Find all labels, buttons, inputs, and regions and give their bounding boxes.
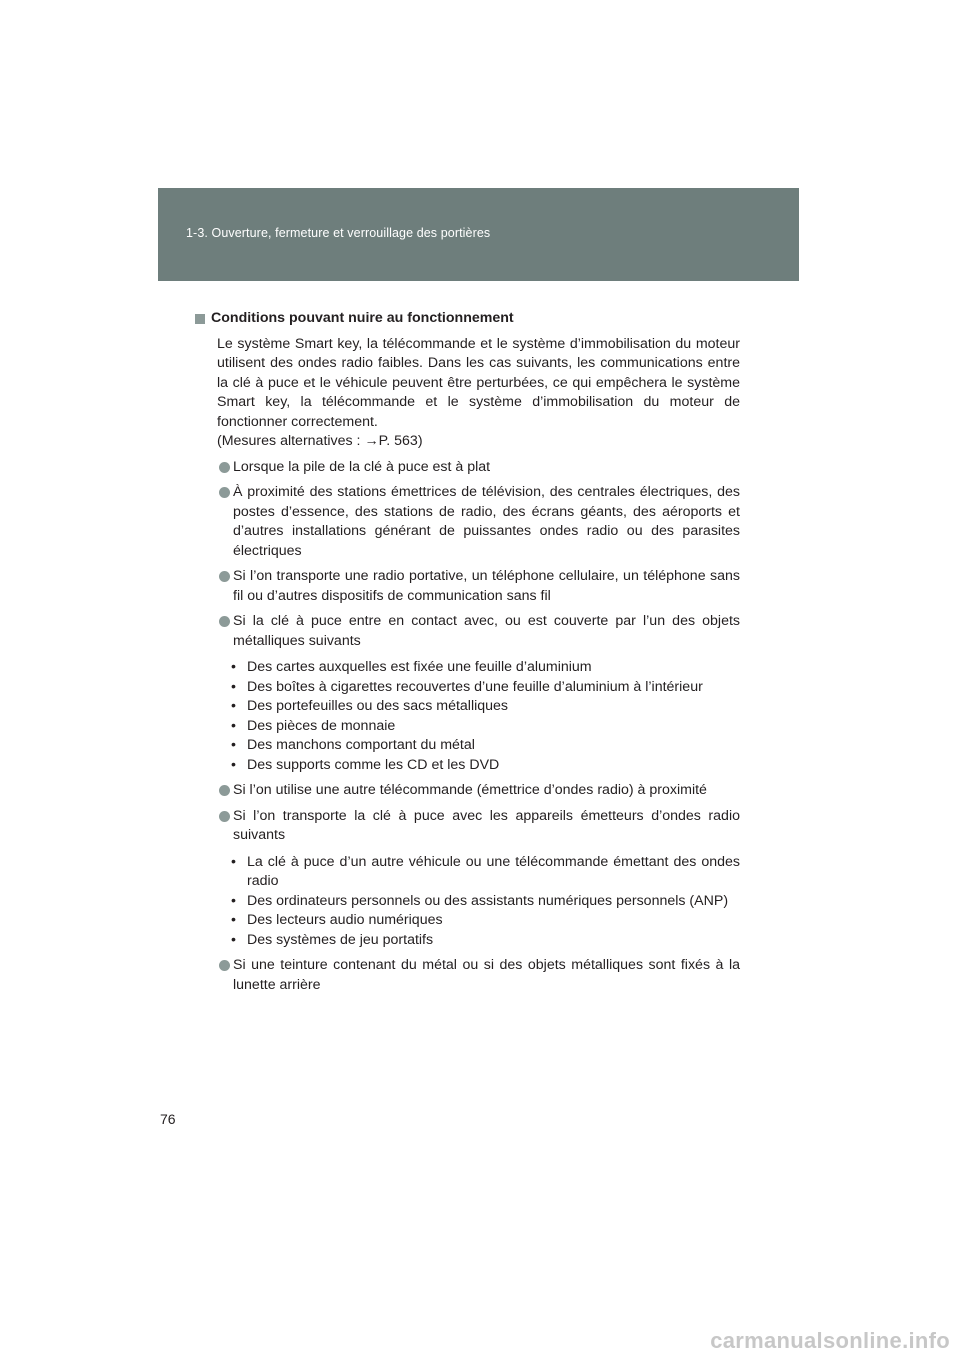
sub-item — [231, 678, 740, 698]
sub-item-text: Des boîtes à cigarettes recouvertes d’une feuille d’aluminium à l’intérieur — [247, 678, 703, 695]
sub-bullet-marker: • — [231, 717, 236, 734]
sub-list — [194, 853, 740, 951]
sub-item — [231, 756, 740, 776]
round-bullet-icon — [219, 571, 230, 582]
section-title-text: Conditions pouvant nuire au fonctionnement — [211, 310, 514, 326]
bullet-item — [194, 612, 740, 651]
bullet-item — [194, 458, 740, 478]
sub-list — [194, 658, 740, 775]
bullet-text: Si une teinture contenant du métal ou si des objets métalliques sont fixés à la lunette arrière — [233, 957, 740, 993]
sub-bullet-marker: • — [231, 737, 236, 753]
round-bullet-icon — [219, 960, 230, 971]
bullet-item — [194, 781, 740, 801]
intro-paragraph — [194, 335, 740, 452]
section-header: 1-3. Ouverture, fermeture et verrouillage des portières — [186, 226, 491, 240]
measures-prefix: (Mesures alternatives : — [217, 433, 365, 449]
sub-bullet-marker: • — [231, 659, 236, 675]
bullet-item — [194, 483, 740, 561]
bullet-text: Si l’on transporte une radio portative, un téléphone cellulaire, un téléphone sans fil ou d’autres dispositifs de communication sans fil — [233, 568, 740, 604]
section-title — [194, 309, 740, 329]
sub-item-text: Des cartes auxquelles est fixée une feuille d’aluminium — [247, 659, 592, 675]
sub-item — [231, 736, 740, 756]
sub-item-text: Des supports comme les CD et les DVD — [247, 756, 500, 773]
sub-item-text: Des manchons comportant du métal — [247, 737, 475, 753]
bullet-item — [194, 956, 740, 995]
round-bullet-icon — [219, 616, 230, 627]
sub-item — [231, 911, 740, 931]
round-bullet-icon — [219, 462, 230, 473]
bullet-item — [194, 807, 740, 846]
sub-bullet-marker: • — [231, 756, 236, 773]
sub-bullet-marker: • — [231, 678, 236, 695]
bullet-text: Si l’on transporte la clé à puce avec les appareils émetteurs d’ondes radio suivants — [233, 807, 740, 843]
sub-item-text: Des systèmes de jeu portatifs — [247, 931, 434, 948]
arrow-icon: → — [364, 433, 379, 449]
bullet-text: Si l’on utilise une autre télécommande (émettrice d’ondes radio) à proximité — [233, 782, 707, 798]
sub-bullet-marker: • — [231, 912, 236, 928]
sub-item-text: Des pièces de monnaie — [247, 717, 396, 734]
bullet-text: Lorsque la pile de la clé à puce est à plat — [233, 458, 491, 475]
page-number: 76 — [160, 1111, 176, 1127]
intro-text: Le système Smart key, la télécommande et le système d’immobilisation du moteur utilisent des ondes radio faibles. Dans les cas suivants, les communications entre la clé à puce et le véhicule peuvent être perturbées, ce qui empêchera le système Smart key, la télécommande et le système d’immobilisation du moteur de fonctionner correctement. — [217, 335, 740, 430]
round-bullet-icon — [219, 785, 230, 796]
sub-item — [231, 931, 740, 951]
measures-ref: P. 563) — [378, 433, 423, 449]
header-band — [158, 188, 799, 281]
content — [194, 309, 740, 995]
square-bullet-icon — [195, 314, 205, 324]
sub-item-text: Des portefeuilles ou des sacs métalliques — [247, 698, 509, 714]
watermark: carmanualsonline.info — [710, 1328, 950, 1353]
sub-bullet-marker: • — [231, 931, 236, 948]
round-bullet-icon — [219, 487, 230, 498]
bullet-list — [194, 458, 740, 996]
sub-bullet-marker: • — [231, 853, 236, 870]
sub-item-text: Des ordinateurs personnels ou des assistants numériques personnels (ANP) — [247, 892, 729, 909]
bullet-text: À proximité des stations émettrices de télévision, des centrales électriques, des postes d’essence, des stations de radio, des écrans géants, des aéroports et d’autres installations générant de puissantes ondes radio ou des parasites électriques — [233, 484, 740, 559]
sub-bullet-marker: • — [231, 698, 236, 714]
bullet-item — [194, 567, 740, 606]
round-bullet-icon — [219, 811, 230, 822]
sub-item — [231, 717, 740, 737]
sub-item — [231, 853, 740, 892]
sub-item — [231, 697, 740, 717]
sub-item-text: Des lecteurs audio numériques — [247, 912, 443, 928]
sub-bullet-marker: • — [231, 892, 236, 909]
sub-item — [231, 658, 740, 678]
sub-item-text: La clé à puce d’un autre véhicule ou une télécommande émettant des ondes radio — [247, 853, 740, 889]
sub-item — [231, 892, 740, 912]
bullet-text: Si la clé à puce entre en contact avec, ou est couverte par l’un des objets métalliques suivants — [233, 613, 740, 649]
